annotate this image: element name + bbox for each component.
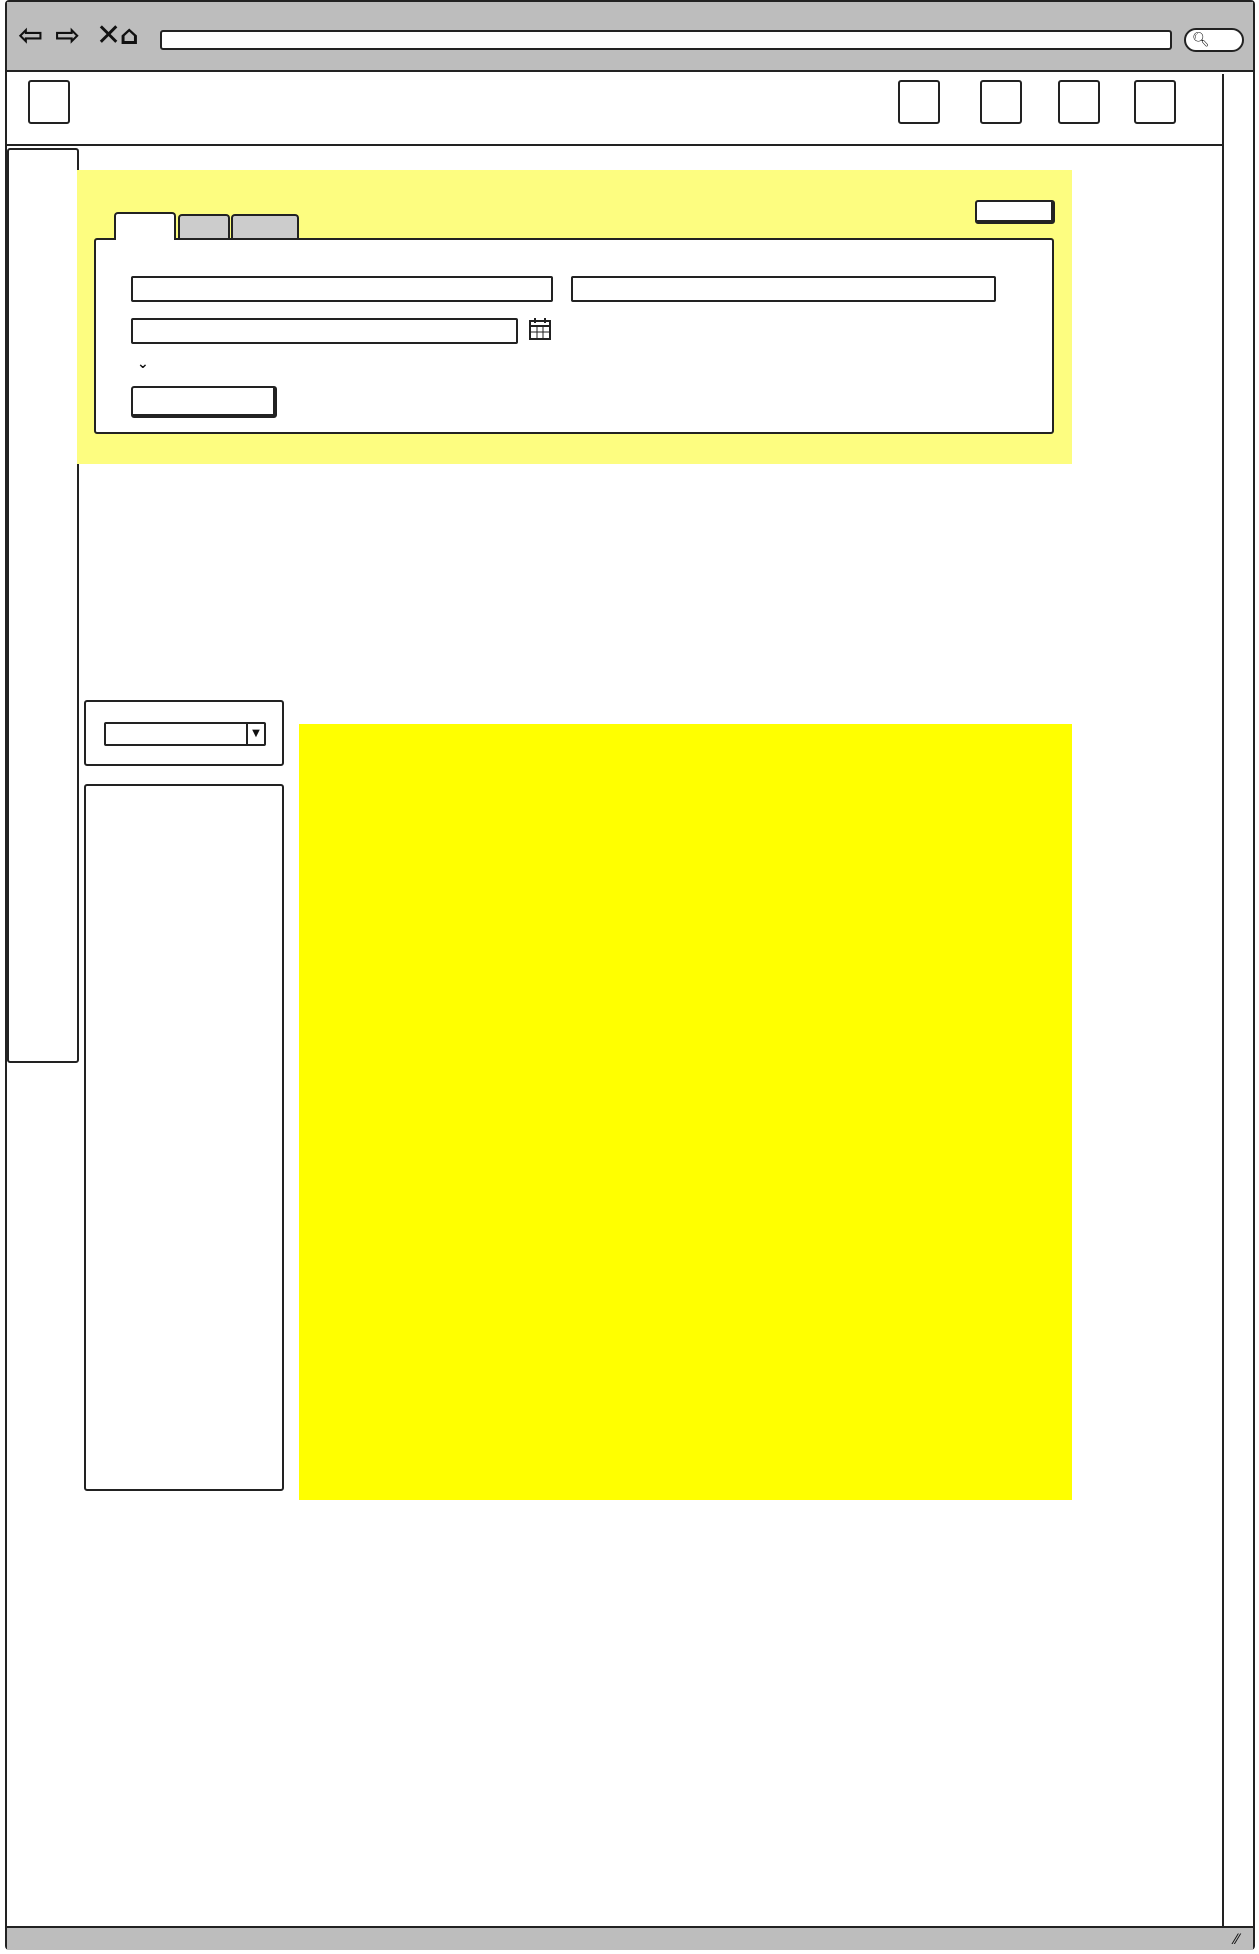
chevron-down-icon: ⌄ xyxy=(137,356,149,372)
show-option-toggle[interactable] xyxy=(131,356,149,372)
bookings-icon[interactable] xyxy=(980,80,1022,124)
back-icon[interactable]: ⇦ xyxy=(18,18,44,53)
forward-icon[interactable]: ⇨ xyxy=(55,18,81,53)
tab-multi-city[interactable] xyxy=(231,214,299,240)
my-account-icon[interactable] xyxy=(1134,80,1176,124)
last-search-button[interactable] xyxy=(975,200,1055,224)
results-area xyxy=(299,724,1072,1500)
dashboard-icon[interactable] xyxy=(898,80,940,124)
sort-select[interactable] xyxy=(104,722,266,746)
vertical-scrollbar[interactable] xyxy=(1222,74,1253,1926)
flying-from-input[interactable] xyxy=(131,276,553,302)
app-header xyxy=(7,74,1222,146)
filter-panel xyxy=(84,784,284,1491)
depart-date-input[interactable] xyxy=(131,318,518,344)
status-bar xyxy=(7,1926,1253,1950)
search-flights-button[interactable] xyxy=(131,386,277,418)
url-input[interactable] xyxy=(160,30,1172,50)
browser-search-button[interactable] xyxy=(1184,28,1244,52)
logo-icon[interactable] xyxy=(28,80,70,124)
stop-icon[interactable]: ✕ xyxy=(96,18,122,53)
home-icon[interactable]: ⌂ xyxy=(120,21,139,51)
search-icon: 🔍︎ xyxy=(1192,32,1210,48)
tab-return[interactable] xyxy=(178,214,230,240)
dropdown-arrow-icon[interactable]: ▼ xyxy=(246,724,264,744)
reports-icon[interactable] xyxy=(1058,80,1100,124)
flying-to-input[interactable] xyxy=(571,276,996,302)
calendar-icon[interactable] xyxy=(528,316,552,342)
resize-grip-icon[interactable]: ⁄⁄ xyxy=(1234,1932,1239,1948)
tab-one-way[interactable] xyxy=(114,212,176,240)
product-sidebar xyxy=(7,148,79,1063)
